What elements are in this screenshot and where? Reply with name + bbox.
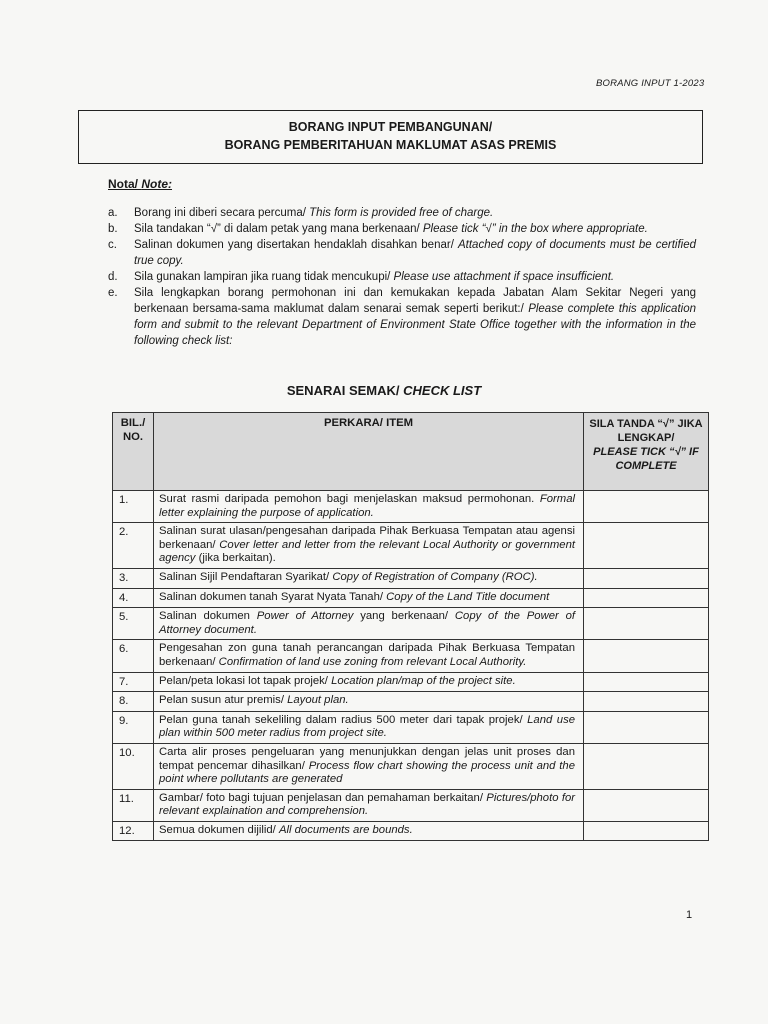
table-row	[113, 491, 709, 523]
note-item	[108, 221, 696, 237]
note-item	[108, 285, 696, 349]
tick-box[interactable]	[584, 672, 709, 692]
note-item	[108, 269, 696, 285]
note-text-en: Please complete this application form and submit to the relevant Department of Environment State Office together with the information in the following check list:	[134, 303, 696, 347]
row-number: 7.	[113, 672, 154, 692]
note-marker: c.	[108, 239, 117, 251]
tick-box[interactable]	[584, 608, 709, 640]
item-text-tail: (jika berkaitan).	[195, 552, 276, 565]
checklist-title	[0, 383, 768, 398]
checklist-title-ms: SENARAI SEMAK/	[286, 383, 400, 398]
row-item	[154, 640, 584, 672]
item-text-ms: Salinan Sijil Pendaftaran Syarikat/	[159, 570, 330, 583]
page-number: 1	[686, 909, 693, 921]
row-item	[154, 672, 584, 692]
note-marker: a.	[108, 207, 118, 219]
item-text-en: Process flow chart showing the process unit and the point where pollutants are generated	[159, 759, 575, 786]
note-text-ms: Borang ini diberi secara percuma/	[134, 207, 306, 219]
row-item	[154, 789, 584, 821]
note-text-en: Attached copy of documents must be certified true copy.	[134, 239, 696, 267]
tick-box[interactable]	[584, 588, 709, 608]
note-marker: b.	[108, 223, 118, 235]
header-tick	[584, 413, 709, 491]
tick-box[interactable]	[584, 821, 709, 841]
tick-box[interactable]	[584, 711, 709, 743]
table-row	[113, 608, 709, 640]
note-label-en: Note:	[141, 177, 173, 191]
table-row	[113, 523, 709, 569]
row-item	[154, 588, 584, 608]
table-row	[113, 588, 709, 608]
tick-box[interactable]	[584, 743, 709, 789]
note-marker: e.	[108, 287, 118, 299]
row-number: 5.	[113, 608, 154, 640]
note-text-en: Please tick “√” in the box where appropriate.	[422, 223, 648, 235]
row-number: 4.	[113, 588, 154, 608]
header-tick-en: PLEASE TICK “√” IF COMPLETE	[593, 446, 699, 472]
table-row	[113, 711, 709, 743]
row-item	[154, 692, 584, 712]
table-row	[113, 672, 709, 692]
row-number: 1.	[113, 491, 154, 523]
note-label-ms: Nota/	[108, 177, 138, 191]
row-number: 10.	[113, 743, 154, 789]
item-text-ms: Semua dokumen dijilid/	[159, 823, 276, 836]
item-text-en: Pictures/photo for relevant explaination and comprehension.	[159, 791, 576, 818]
note-item	[108, 237, 696, 269]
note-text-ms: Sila tandakan “√” di dalam petak yang mana berkenaan/	[134, 223, 420, 235]
tick-box[interactable]	[584, 491, 709, 523]
item-text-en: Formal letter explaining the purpose of application.	[159, 493, 575, 519]
item-text-ms: Salinan dokumen	[159, 610, 250, 623]
form-code: BORANG INPUT 1-2023	[596, 78, 705, 89]
table-row	[113, 692, 709, 712]
item-text-en: All documents are bounds.	[278, 823, 413, 836]
tick-box[interactable]	[584, 789, 709, 821]
item-text-ms: Pelan guna tanah sekeliling dalam radius 500 meter dari tapak projek/	[159, 713, 523, 726]
checklist-table	[112, 412, 709, 841]
item-text-en: Land use plan within 500 meter radius from project site.	[159, 713, 576, 740]
row-item	[154, 491, 584, 523]
item-text-en: Cover letter and letter from the relevant Local Authority or government agency	[159, 538, 575, 565]
note-text-ms: Sila gunakan lampiran jika ruang tidak mencukupi/	[134, 271, 391, 283]
row-number: 9.	[113, 711, 154, 743]
header-tick-ms: SILA TANDA “√” JIKA LENGKAP/	[589, 418, 703, 444]
item-text-en: Power of Attorney	[256, 610, 354, 623]
item-text-ms: Salinan dokumen tanah Syarat Nyata Tanah/	[159, 590, 383, 603]
tick-box[interactable]	[584, 523, 709, 569]
item-text-ms: Pengesahan zon guna tanah perancangan daripada Pihak Berkuasa Tempatan berkenaan/	[159, 642, 575, 668]
item-text-ms: Pelan susun atur premis/	[159, 694, 284, 707]
table-row	[113, 640, 709, 672]
item-text-en: Location plan/map of the project site.	[331, 674, 516, 687]
tick-box[interactable]	[584, 640, 709, 672]
form-title-box	[78, 110, 703, 164]
row-number: 6.	[113, 640, 154, 672]
checklist-title-en: CHECK LIST	[403, 383, 482, 398]
item-text-ms: Surat rasmi daripada pemohon bagi menjelaskan maksud permohonan.	[159, 493, 535, 505]
tick-box[interactable]	[584, 568, 709, 588]
item-text-ms: Salinan surat ulasan/pengesahan daripada Pihak Berkuasa Tempatan atau agensi berkenaan/	[159, 525, 575, 551]
note-text-en: Please use attachment if space insufficient.	[393, 271, 615, 283]
row-item	[154, 743, 584, 789]
row-item	[154, 568, 584, 588]
item-text-en: Confirmation of land use zoning from relevant Local Authority.	[218, 655, 527, 668]
row-number: 11.	[113, 789, 154, 821]
row-item	[154, 523, 584, 569]
table-row	[113, 789, 709, 821]
note-label	[108, 177, 172, 191]
form-title-line1: BORANG INPUT PEMBANGUNAN/	[288, 120, 493, 134]
note-item	[108, 205, 696, 221]
form-title-line2: BORANG PEMBERITAHUAN MAKLUMAT ASAS PREMIS	[224, 138, 557, 152]
table-header-row	[113, 413, 709, 491]
row-item	[154, 608, 584, 640]
item-text-en: Copy of the Land Title document	[386, 590, 550, 603]
header-no: BIL./ NO.	[113, 413, 154, 491]
item-text-ms: Carta alir proses pengeluaran yang menunjukkan dengan jelas unit proses dan tempat pencemar dihasilkan/	[159, 745, 575, 772]
header-item: PERKARA/ ITEM	[154, 413, 584, 491]
note-marker: d.	[108, 271, 118, 283]
row-number: 3.	[113, 568, 154, 588]
row-number: 8.	[113, 692, 154, 712]
table-row	[113, 743, 709, 789]
item-text-en2: Copy of the Power of Attorney document.	[159, 610, 575, 636]
item-text-ms: Pelan/peta lokasi lot tapak projek/	[159, 674, 328, 687]
row-number: 2.	[113, 523, 154, 569]
note-text-ms: Sila lengkapkan borang permohonan ini dan kemukakan kepada Jabatan Alam Sekitar Negeri yang berkenaan bersama-sama maklumat dalam senarai semak seperti berikut:/	[134, 287, 696, 315]
item-text-tail: yang berkenaan/	[353, 610, 455, 623]
row-item	[154, 711, 584, 743]
note-text-ms: Salinan dokumen yang disertakan hendaklah disahkan benar/	[134, 239, 454, 251]
table-row	[113, 568, 709, 588]
item-text-ms: Gambar/ foto bagi tujuan penjelasan dan pemahaman berkaitan/	[159, 791, 483, 804]
row-number: 12.	[113, 821, 154, 841]
row-item	[154, 821, 584, 841]
tick-box[interactable]	[584, 692, 709, 712]
item-text-en: Copy of Registration of Company (ROC).	[332, 570, 538, 583]
note-text-en: This form is provided free of charge.	[309, 207, 494, 219]
notes-list	[108, 205, 696, 349]
table-row	[113, 821, 709, 841]
item-text-en: Layout plan.	[287, 694, 349, 707]
